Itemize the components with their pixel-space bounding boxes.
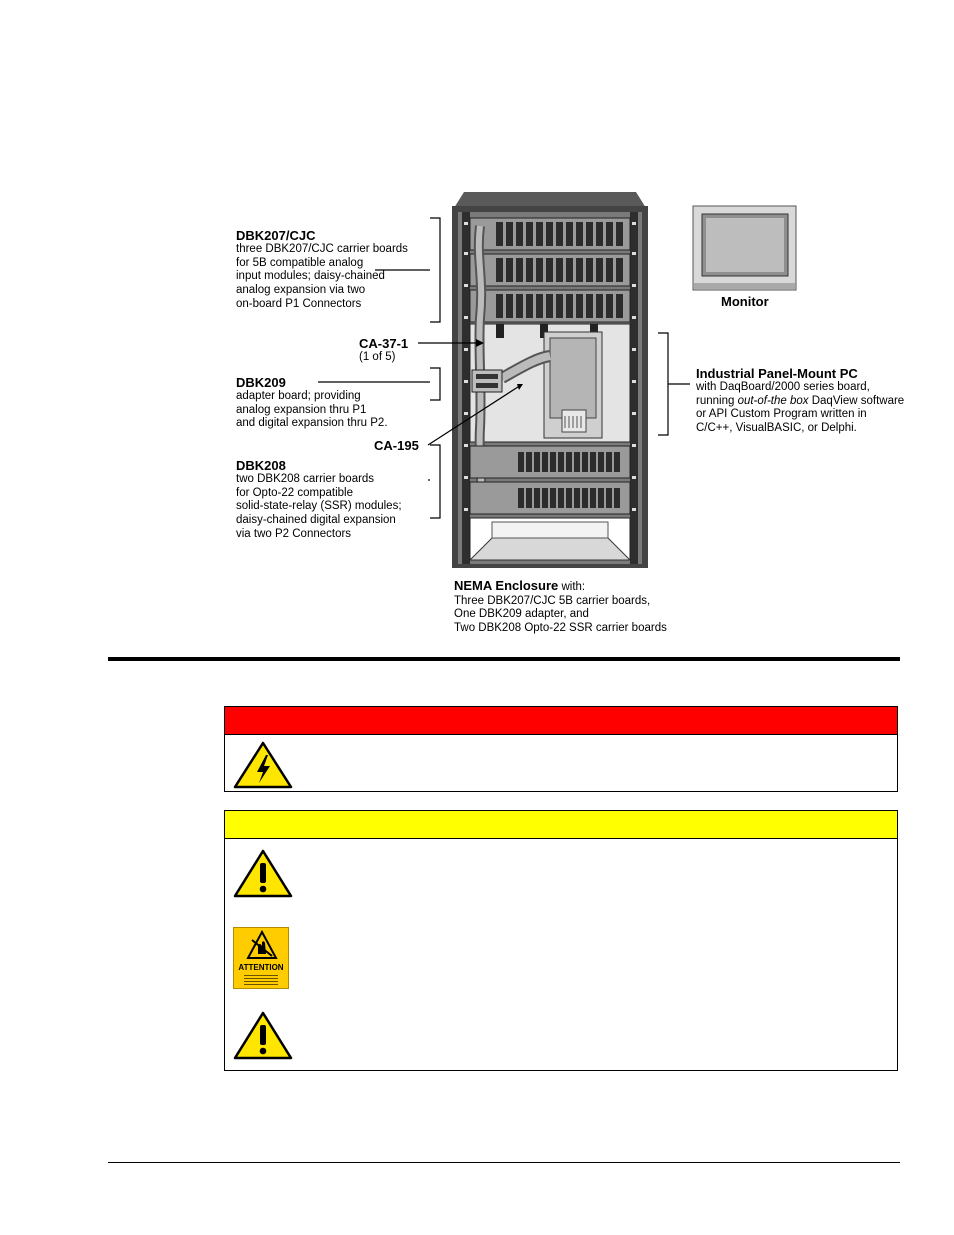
label-ca37	[359, 336, 439, 365]
label-ca195-title: CA-195	[374, 438, 419, 453]
label-dbk207-title: DBK207/CJC	[236, 228, 316, 243]
danger-header	[225, 707, 897, 735]
electrical-hazard-icon	[233, 741, 293, 789]
label-dbk208-line: two DBK208 carrier boards	[236, 473, 375, 485]
label-ca37-title: CA-37-1	[359, 336, 409, 351]
label-pc-line	[696, 395, 936, 409]
esd-attention-icon	[233, 927, 289, 989]
section-divider	[108, 657, 900, 661]
label-dbk209-line: analog expansion thru P1	[236, 403, 367, 416]
label-dbk207-line: three DBK207/CJC carrier boards	[236, 243, 408, 255]
esd-hand-icon	[246, 930, 278, 960]
label-dbk208-line: solid-state-relay (SSR) modules;	[236, 500, 402, 513]
label-pc-line-emphasis: out-of-the box	[737, 394, 809, 407]
caution-icon	[233, 849, 293, 899]
label-nema-line: Three DBK207/CJC 5B carrier boards,	[454, 594, 651, 607]
label-pc-line: or API Custom Program written in	[696, 408, 867, 421]
label-dbk209-line: and digital expansion thru P2.	[236, 417, 388, 430]
label-dbk207-line: analog expansion via two	[236, 284, 366, 297]
label-monitor	[721, 294, 801, 309]
label-nema	[454, 578, 714, 636]
label-monitor-title: Monitor	[721, 294, 769, 309]
label-dbk208	[236, 458, 436, 542]
label-dbk207-line: on-board P1 Connectors	[236, 297, 362, 310]
footer-divider	[108, 1162, 900, 1163]
label-dbk208-title: DBK208	[236, 458, 286, 473]
label-dbk208-line: via two P2 Connectors	[236, 527, 352, 540]
label-pc-line: C/C++, VisualBASIC, or Delphi.	[696, 422, 857, 435]
label-pc-line-post: DaqView software	[808, 394, 905, 407]
label-dbk207-line: for 5B compatible analog	[236, 256, 364, 269]
label-dbk207-line: input modules; daisy-chained	[236, 270, 385, 283]
esd-attention-label: ATTENTION	[238, 963, 284, 972]
label-pc-line-pre: running	[696, 394, 738, 407]
label-pc-line: with DaqBoard/2000 series board,	[696, 381, 870, 393]
label-ca37-sub: (1 of 5)	[359, 351, 396, 363]
danger-notice	[224, 706, 898, 792]
label-nema-line: One DBK209 adapter, and	[454, 608, 589, 621]
label-pc-title: Industrial Panel-Mount PC	[696, 366, 858, 381]
label-dbk207	[236, 228, 436, 312]
label-dbk209-line: adapter board; providing	[236, 390, 361, 402]
esd-fine-print	[244, 975, 278, 986]
label-pc	[696, 366, 936, 436]
label-dbk209-title: DBK209	[236, 375, 286, 390]
label-dbk208-line: daisy-chained digital expansion	[236, 514, 396, 527]
label-dbk209	[236, 375, 436, 431]
label-nema-line: Two DBK208 Opto-22 SSR carrier boards	[454, 622, 667, 635]
caution-notice	[224, 810, 898, 1071]
caution-icon	[233, 1011, 293, 1061]
label-dbk208-line: for Opto-22 compatible	[236, 486, 353, 499]
caution-header	[225, 811, 897, 839]
label-ca195	[374, 438, 444, 453]
label-nema-with: with:	[558, 581, 586, 593]
label-nema-title: NEMA Enclosure	[454, 578, 559, 593]
